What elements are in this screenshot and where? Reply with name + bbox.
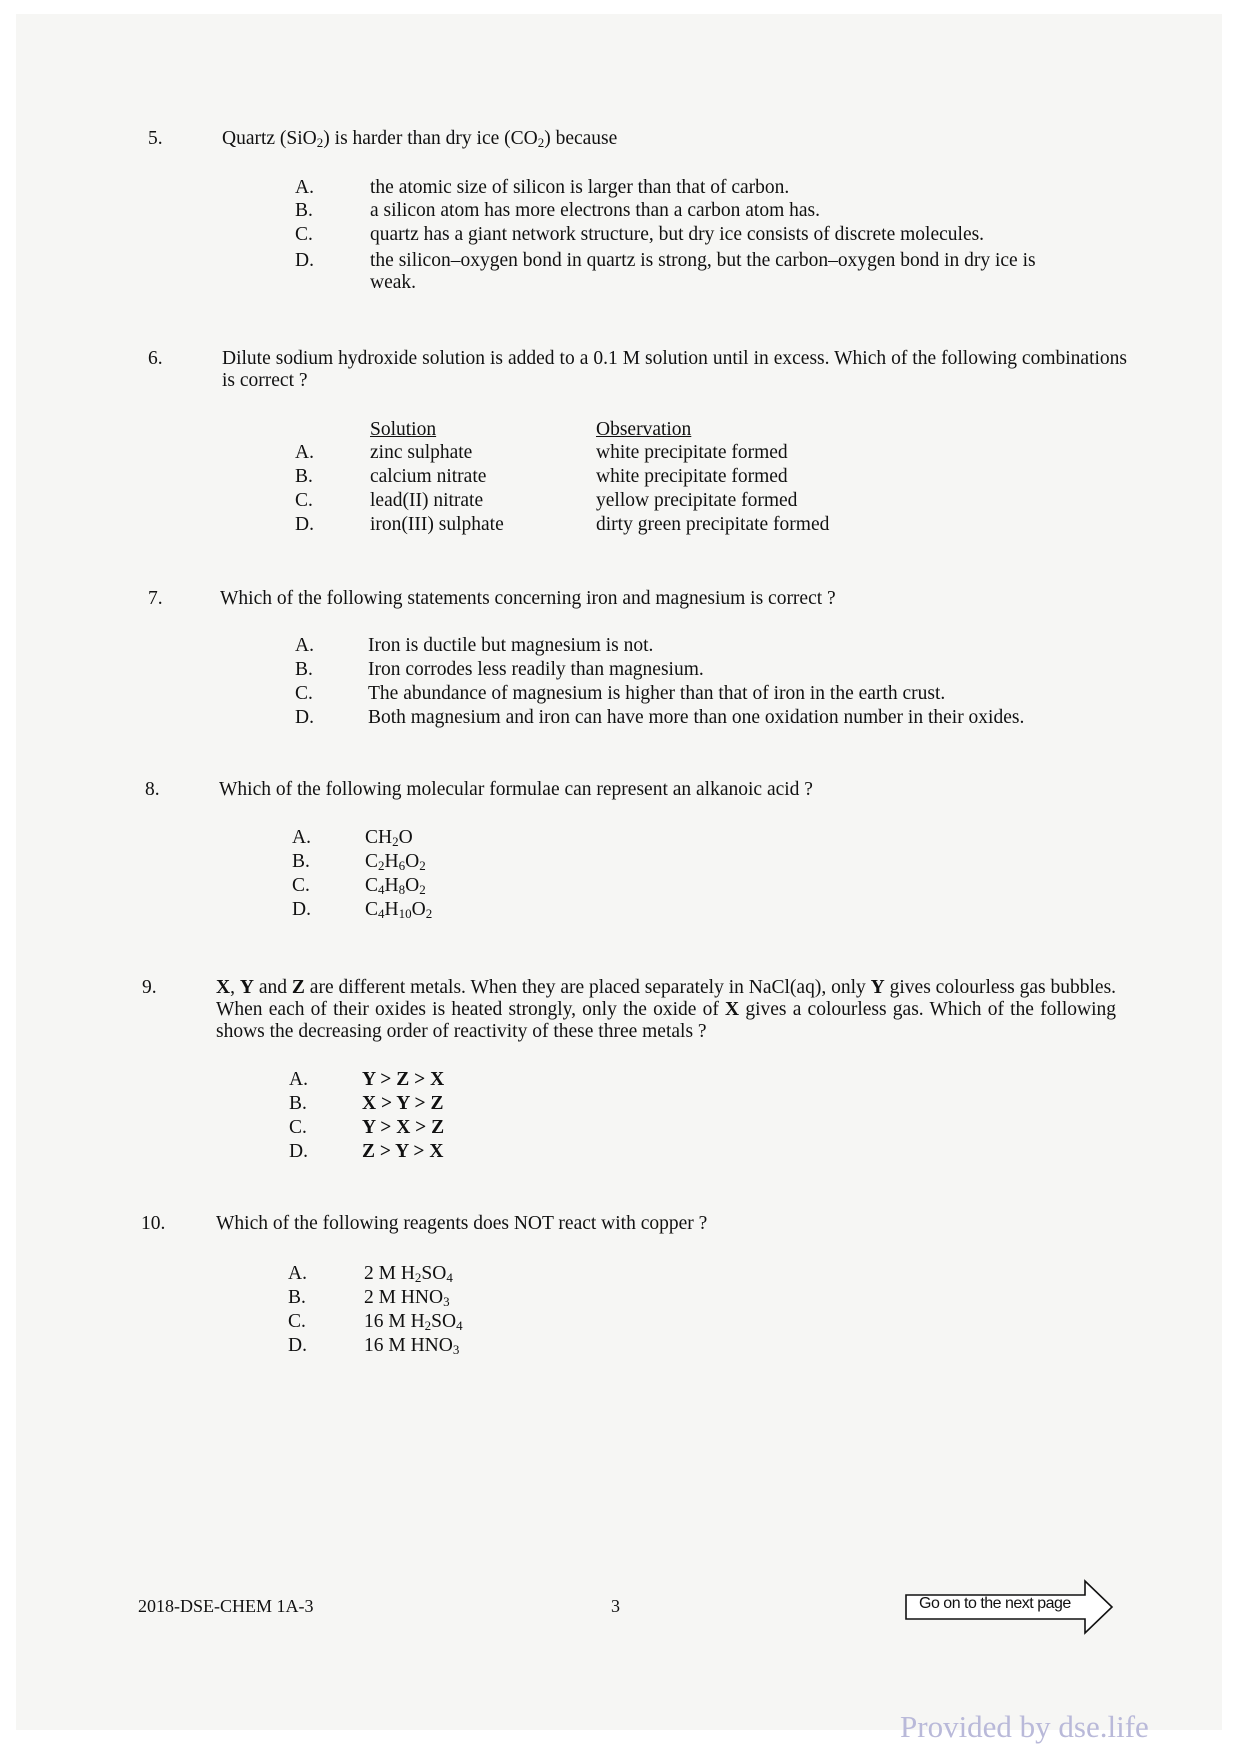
option-observation: white precipitate formed <box>596 466 788 487</box>
option-text: Z > Y > X <box>362 1141 444 1162</box>
option-label: A. <box>295 177 314 198</box>
option-text: Y > Z > X <box>362 1069 445 1090</box>
option-label: C. <box>289 1117 307 1138</box>
formula: $C_4H_{10}O_2$ <box>365 899 433 921</box>
question-number: 5. <box>148 128 163 149</box>
option-solution: iron(III) sulphate <box>370 514 504 535</box>
question-stem: Which of the following statements concerning iron and magnesium is correct ? <box>220 588 836 609</box>
option-text: Y > X > Z <box>362 1117 445 1138</box>
option-label: C. <box>288 1311 306 1332</box>
question-stem: Which of the following molecular formulae can represent an alkanoic acid ? <box>219 779 813 800</box>
option-label: C. <box>292 875 310 896</box>
option-solution: zinc sulphate <box>370 442 473 463</box>
option-text: a silicon atom has more electrons than a carbon atom has. <box>370 200 820 221</box>
next-page-label: Go on to the next page <box>919 1595 1071 1612</box>
page-number: 3 <box>611 1596 620 1616</box>
question-number: 7. <box>148 588 163 609</box>
watermark: Provided by dse.life <box>900 1709 1149 1744</box>
stem-text: ) is harder than dry ice (CO <box>323 128 538 149</box>
option-label: D. <box>295 514 314 535</box>
question-number: 6. <box>148 348 163 369</box>
option-label: A. <box>288 1263 307 1284</box>
option-label: B. <box>295 200 313 221</box>
option-text: Both magnesium and iron can have more than one oxidation number in their oxides. <box>368 707 1025 728</box>
next-page-arrow <box>905 1579 1115 1635</box>
column-header-solution: Solution <box>370 419 437 440</box>
option-solution: lead(II) nitrate <box>370 490 484 511</box>
option-label: A. <box>292 827 311 848</box>
question-stem: Which of the following reagents does NOT react with copper ? <box>216 1213 708 1234</box>
stem-text: Quartz (SiO <box>222 128 317 149</box>
option-text: Iron is ductile but magnesium is not. <box>368 635 654 656</box>
option-label: A. <box>295 442 314 463</box>
question-stem <box>222 128 1127 150</box>
option-text: the silicon–oxygen bond in quartz is strong, but the carbon–oxygen bond in dry ice is weak. <box>370 250 1036 293</box>
option-label: D. <box>295 707 314 728</box>
question-number: 8. <box>145 779 160 800</box>
subscript: 2 <box>316 135 324 150</box>
column-header-observation: Observation <box>596 419 692 440</box>
option-label: A. <box>289 1069 308 1090</box>
option-label: D. <box>295 250 314 271</box>
option-label: B. <box>292 851 310 872</box>
formula: 2 M $HNO_3$ <box>364 1287 450 1309</box>
option-label: C. <box>295 490 313 511</box>
question-stem: X, Y and Z are different metals. When they are placed separately in NaCl(aq), only Y gives colourless gas bubbles. When each of their oxides is heated strongly, only the oxide of X gives a colourless gas. Which of the following shows the decreasing order of reactivity of these three metals ? <box>216 977 1117 1042</box>
option-label: B. <box>295 659 313 680</box>
question-number: 9. <box>142 977 157 998</box>
formula: $C_2H_6O_2$ <box>365 851 426 873</box>
option-text: the atomic size of silicon is larger than that of carbon. <box>370 177 790 198</box>
option-observation: dirty green precipitate formed <box>596 514 830 535</box>
option-solution: calcium nitrate <box>370 466 487 487</box>
option-label: B. <box>288 1287 306 1308</box>
option-label: D. <box>288 1335 307 1356</box>
option-label: C. <box>295 224 313 245</box>
option-label: C. <box>295 683 313 704</box>
option-label: B. <box>289 1093 307 1114</box>
formula: $C_4H_8O_2$ <box>365 875 426 897</box>
option-label: D. <box>292 899 311 920</box>
formula: $CH_2O$ <box>365 827 413 849</box>
option-text: The abundance of magnesium is higher than that of iron in the earth crust. <box>368 683 946 704</box>
option-observation: white precipitate formed <box>596 442 788 463</box>
option-text: quartz has a giant network structure, but dry ice consists of discrete molecules. <box>370 224 985 245</box>
paper-code: 2018-DSE-CHEM 1A-3 <box>138 1596 314 1616</box>
option-label: B. <box>295 466 313 487</box>
question-stem: Dilute sodium hydroxide solution is added to a 0.1 M solution until in excess. Which of the following combinations is correct ? <box>222 348 1127 391</box>
option-label: A. <box>295 635 314 656</box>
option-text: Iron corrodes less readily than magnesium. <box>368 659 704 680</box>
option-text: X > Y > Z <box>362 1093 444 1114</box>
stem-text: ) because <box>544 128 618 149</box>
question-number: 10. <box>141 1213 166 1234</box>
option-label: D. <box>289 1141 308 1162</box>
option-observation: yellow precipitate formed <box>596 490 798 511</box>
formula: 16 M $H_2SO_4$ <box>364 1311 463 1333</box>
formula: 16 M $HNO_3$ <box>364 1335 460 1357</box>
formula: 2 M $H_2SO_4$ <box>364 1263 453 1285</box>
subscript: 2 <box>537 135 545 150</box>
